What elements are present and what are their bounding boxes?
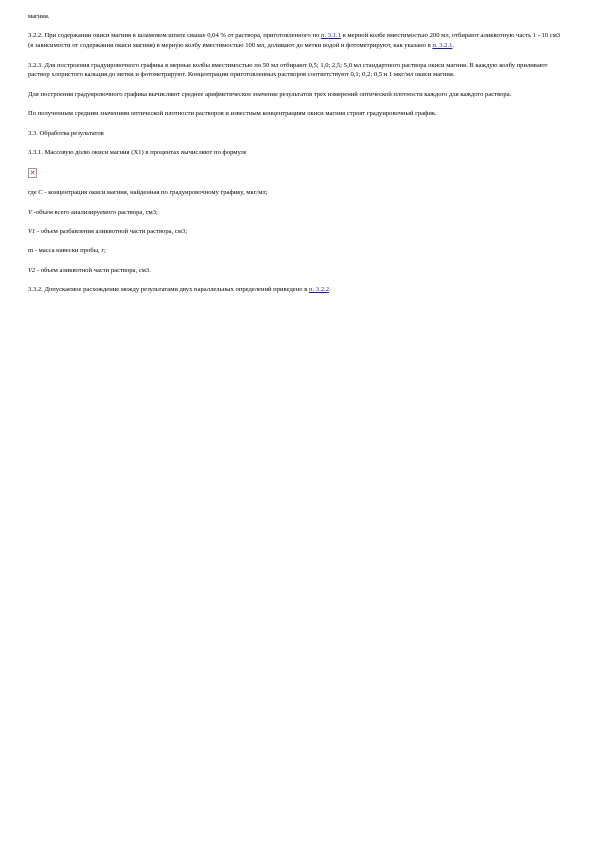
paragraph-text: По полученным средним значениям оптической плотности растворов и известным концентрациям окиси магния строят градуировочный график. [28, 110, 437, 118]
definition-c [28, 188, 566, 198]
link-section-3-2-2[interactable]: п. 3.2.2 [308, 286, 329, 294]
paragraph-text: где С - концентрация окиси магния, найденная по градуировочному графику, мкг/мл; [28, 189, 268, 197]
paragraph-text: - объем разбавления аликвотной части раствора, см3; [35, 227, 188, 235]
paragraph-text: 3.2.3. Для построения градуировочного графика в мерные колбы вместимостью по 50 мл отбирают 0,5; 1,0; 2,5; 5,0 мл стандартного раствора окиси магния. В каждую колбу приливают раствор хлористого кальция до метки и фотометрируют. Концентрации приготовленных растворов соответствуют 0,1; 0,2; 0,5 и 1 мкг/мл окиси магния. [28, 61, 548, 79]
link-section-3-1-1[interactable]: п. 3.1.1 [320, 32, 341, 40]
paragraph-continuation [28, 12, 566, 22]
document-body [28, 12, 566, 304]
paragraph-3-2-3 [28, 61, 566, 81]
paragraph-text: 3.2.2. При содержании окиси магния в шламовом шпате свыше 0,04 % от раствора, приготовленного по [28, 32, 321, 40]
paragraph-text: в мерной колбе вместимостью 200 мл, отбирают аликвотную часть 1 - 10 см3 (в зависимости от содержания окиси магния) в мерную колбу вместимостью 100 мл, доливают до метки водой и фотометрируют, как указано в [28, 32, 561, 50]
paragraph-text: . [452, 42, 455, 50]
broken-image-icon: ✕ [29, 168, 36, 177]
link-section-3-2-1[interactable]: п. 3.2.1 [432, 42, 453, 50]
paragraph-text: Для построения градуировочного графика вычисляют среднее арифметическое значение результатов трех измерений оптической плотности каждого для каждого раствора. [28, 90, 512, 98]
paragraph-text: 3.3.2. Допускаемое расхождение между результатами двух параллельных определений приведено в [28, 286, 309, 294]
paragraph-text: магния. [28, 13, 50, 20]
heading-text: 3.3. Обработка результатов [28, 129, 104, 137]
variable-symbol: V2 [28, 266, 36, 274]
variable-symbol: V1 [28, 227, 36, 235]
paragraph-text: . [329, 286, 331, 294]
paragraph-calibration-mean [28, 90, 566, 100]
paragraph-calibration-graph [28, 109, 566, 119]
formula-image [28, 166, 566, 188]
definition-v1 [28, 227, 566, 237]
paragraph-text: -объем всего анализируемого раствора, см3; [32, 208, 158, 216]
paragraph-text: m - масса навески пробы, г; [28, 247, 106, 255]
section-heading-3-3 [28, 129, 566, 139]
paragraph-text: 3.3.1. Массовую долю окиси магния (Х1) в процентах вычисляют по формуле [28, 148, 247, 156]
definition-v [28, 208, 566, 218]
paragraph-text: - объем аликвотной части раствора, см3. [35, 266, 151, 274]
definition-m [28, 246, 566, 256]
paragraph-3-2-2 [28, 31, 566, 51]
paragraph-3-3-2 [28, 285, 566, 295]
variable-symbol: V [28, 208, 33, 216]
definition-v2 [28, 266, 566, 276]
paragraph-3-3-1 [28, 148, 566, 158]
